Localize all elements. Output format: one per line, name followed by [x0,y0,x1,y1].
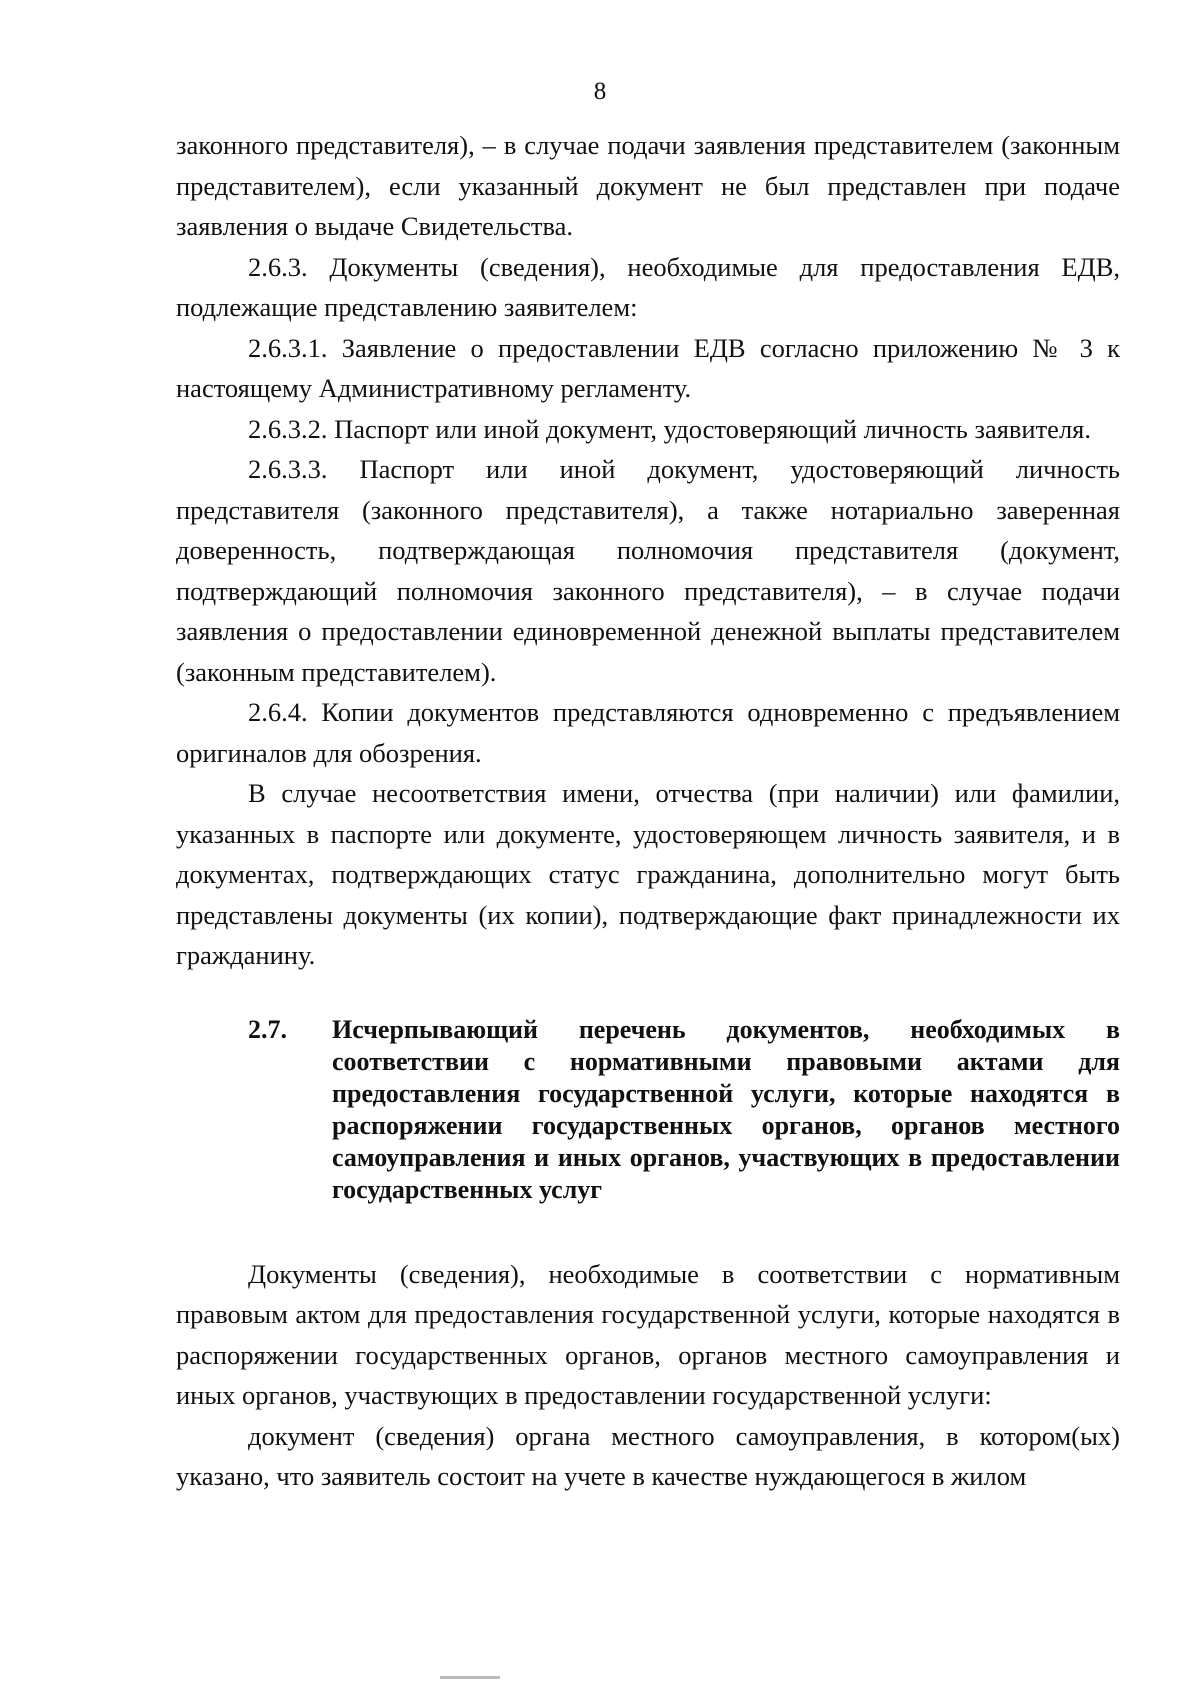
paragraph: законного представителя), – в случае подачи заявления представителем (законным представителем), если указанный документ не был представлен при подаче заявления о выдаче Свидетельства. [176,130,1120,241]
paragraph: В случае несоответствия имени, отчества (при наличии) или фамилии, указанных в паспорте или документе, удостоверяющем личность заявителя, и в документах, подтверждающих статус гражданина, дополнительно могут быть представлены документы (их копии), подтверждающие факт принадлежности их гражданину. [176,778,1120,970]
paragraph: 2.6.4. Копии документов представляются одновременно с предъявлением оригиналов для обозрения. [176,697,1120,768]
paragraph: 2.6.3.2. Паспорт или иной документ, удостоверяющий личность заявителя. [248,413,1091,444]
paragraph: 2.6.3.1. Заявление о предоставлении ЕДВ согласно приложению № 3 к настоящему Административному регламенту. [176,332,1120,403]
paragraph: 2.6.3. Документы (сведения), необходимые для предоставления ЕДВ, подлежащие представлению заявителем: [176,251,1120,322]
paragraph: документ (сведения) органа местного самоуправления, в котором(ых) указано, что заявитель состоит на учете в качестве нуждающегося в жилом [176,1420,1120,1491]
section-title: Исчерпывающий перечень документов, необходимых в соответствии с нормативными правовыми актами для предоставления государственной услуги, которые находятся в распоряжении государственных органов, органов местного самоуправления и иных органов, участвующих в предоставлении государственных услуг [332,1014,1120,1204]
paragraph: Документы (сведения), необходимые в соответствии с нормативным правовым актом для предоставления государственной услуги, которые находятся в распоряжении государственных органов, органов местного самоуправления и иных органов, участвующих в предоставлении государственной услуги: [176,1258,1120,1410]
document-body [176,125,1120,1497]
page-number: 8 [593,78,607,105]
section-heading [248,1014,1120,1206]
paragraph: 2.6.3.3. Паспорт или иной документ, удостоверяющий личность представителя (законного представителя), а также нотариально заверенная доверенность, подтверждающая полномочия представителя (документ, подтверждающий полномочия законного представителя), – в случае подачи заявления о предоставлении единовременной денежной выплаты представителем (законным представителем). [176,454,1120,687]
section-number: 2.7. [248,1014,287,1044]
scan-artifact [440,1676,500,1679]
